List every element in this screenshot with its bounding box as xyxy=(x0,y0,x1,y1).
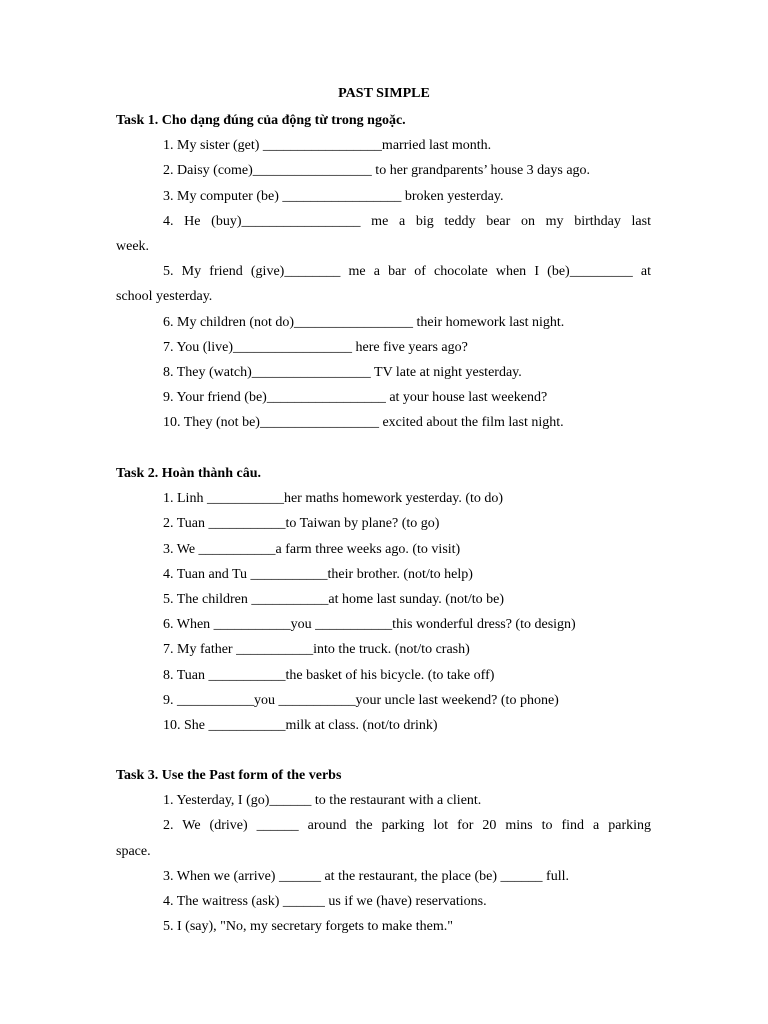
task-2-section xyxy=(116,461,651,738)
task-3-section xyxy=(116,763,651,939)
task-3-item-line: 2. We (drive) ______ around the parking lot for 20 mins to find a parking xyxy=(163,818,651,834)
task-3-item xyxy=(116,813,651,863)
task-3-item: 1. Yesterday, I (go)______ to the restaurant with a client. xyxy=(163,793,482,809)
task-3-heading: Task 3. Use the Past form of the verbs xyxy=(116,768,342,783)
task-3-item: 5. I (say), "No, my secretary forgets to make them." xyxy=(163,919,453,935)
page-title: PAST SIMPLE xyxy=(338,86,430,101)
task-2-item: 5. The children ___________at home last sunday. (not/to be) xyxy=(163,592,504,607)
task-2-item: 6. When ___________you ___________this wonderful dress? (to design) xyxy=(163,617,576,633)
task-1-item-line: 5. My friend (give)________ me a bar of chocolate when I (be)_________ at xyxy=(163,264,651,280)
task-1-section xyxy=(116,108,651,436)
task-2-item: 3. We ___________a farm three weeks ago. (to visit) xyxy=(163,541,461,557)
task-1-heading: Task 1. Cho dạng đúng của động từ trong ngoặc. xyxy=(116,113,406,128)
task-2-item: 9. ___________you ___________your uncle last weekend? (to phone) xyxy=(163,692,559,708)
task-1-item: 8. They (watch)_________________ TV late at night yesterday. xyxy=(163,365,522,381)
task-2-item: 2. Tuan ___________to Taiwan by plane? (to go) xyxy=(163,516,440,532)
task-1-item: 7. You (live)_________________ here five years ago? xyxy=(163,339,468,355)
task-2-item: 10. She ___________milk at class. (not/to drink) xyxy=(163,718,438,734)
task-3-item-continuation: space. xyxy=(116,843,151,859)
task-1-item-continuation: school yesterday. xyxy=(116,289,213,305)
task-1-item xyxy=(116,259,651,309)
task-1-item: 3. My computer (be) _________________ broken yesterday. xyxy=(163,188,504,204)
task-2-item: 4. Tuan and Tu ___________their brother. (not/to help) xyxy=(163,566,473,582)
task-2-heading: Task 2. Hoàn thành câu. xyxy=(116,466,261,481)
task-2-item: 1. Linh ___________her maths homework yesterday. (to do) xyxy=(163,491,504,507)
task-1-item-continuation: week. xyxy=(116,239,150,254)
task-1-item: 9. Your friend (be)_________________ at your house last weekend? xyxy=(163,390,548,406)
task-1-item: 1. My sister (get) _________________married last month. xyxy=(163,138,492,154)
task-1-item: 10. They (not be)_________________ excited about the film last night. xyxy=(163,415,564,431)
task-3-item: 3. When we (arrive) ______ at the restaurant, the place (be) ______ full. xyxy=(163,868,569,884)
task-1-item xyxy=(116,209,651,259)
task-1-item: 2. Daisy (come)_________________ to her grandparents’ house 3 days ago. xyxy=(163,163,591,179)
task-2-item: 7. My father ___________into the truck. (not/to crash) xyxy=(163,642,470,658)
task-3-item: 4. The waitress (ask) ______ us if we (have) reservations. xyxy=(163,894,487,909)
task-2-item: 8. Tuan ___________the basket of his bicycle. (to take off) xyxy=(163,667,495,683)
task-1-item: 6. My children (not do)_________________ their homework last night. xyxy=(163,314,565,330)
task-1-item-line: 4. He (buy)_________________ me a big teddy bear on my birthday last xyxy=(163,213,651,229)
